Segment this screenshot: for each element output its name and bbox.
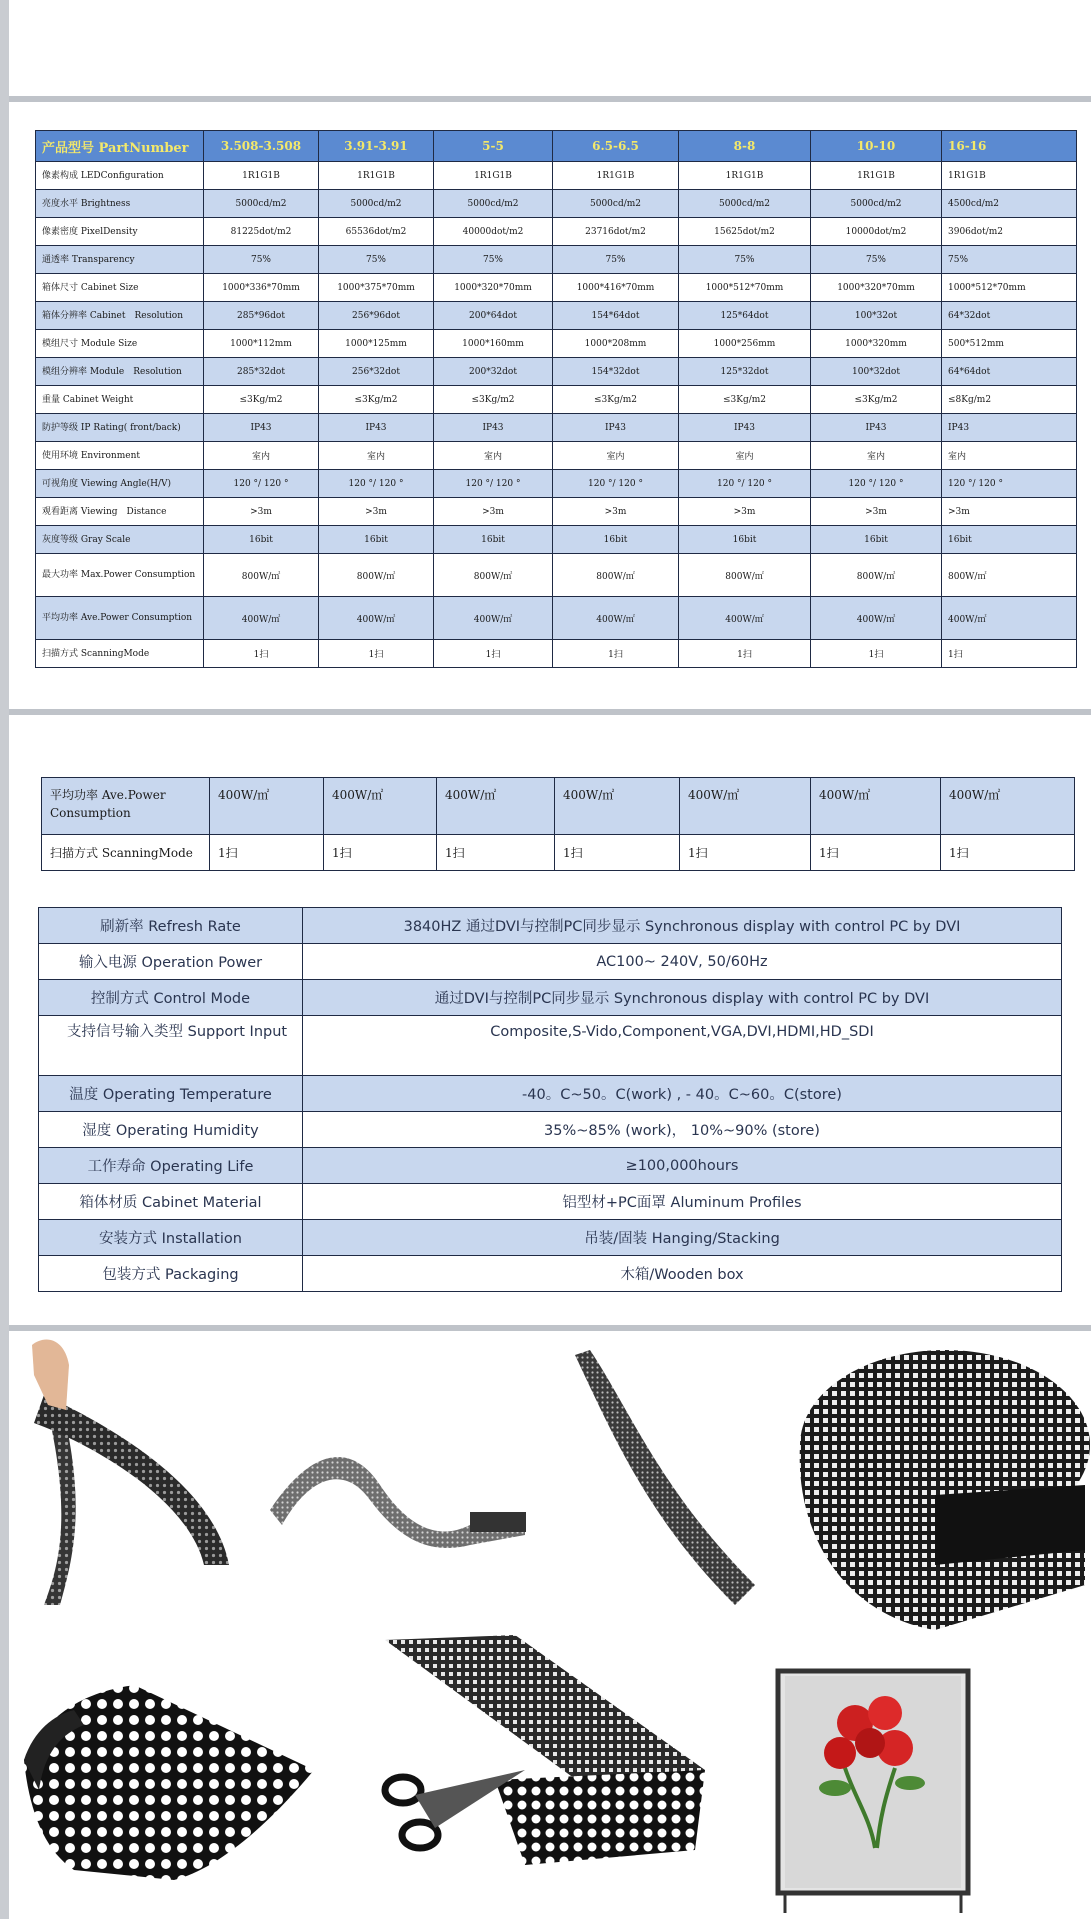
spec-value-cell: 400W/㎡ [204,597,319,640]
zoom-value-cell: 1扫 [555,835,680,871]
spec-value-cell: 15625dot/m2 [679,218,811,246]
spec-value-cell: 100*32dot [811,358,942,386]
model-header-cell: 5-5 [434,131,553,162]
zoom-label-cell: 平均功率 Ave.Power Consumption [42,778,210,835]
spec-value-cell: 1000*320*70mm [811,274,942,302]
spec-value-cell: 800W/㎡ [319,554,434,597]
spec-value-cell: 23716dot/m2 [553,218,679,246]
zoom-row [42,778,1075,835]
spec-value-cell: 75% [319,246,434,274]
spec-label-cell [36,246,204,274]
spec-value-cell: 5000cd/m2 [811,190,942,218]
spec-value-cell: 1000*416*70mm [553,274,679,302]
general-row [39,1016,1062,1076]
spec-value-cell: 室内 [942,442,1077,470]
spec-row [36,386,1077,414]
wave-film-photo [270,1430,530,1550]
spec-value-cell: 1扫 [811,640,942,668]
spec-value-cell: 1扫 [679,640,811,668]
spec-row [36,190,1077,218]
spec-value-cell: 400W/㎡ [679,597,811,640]
spec-value-cell: 75% [679,246,811,274]
zoom-value-cell: 400W/㎡ [324,778,437,835]
spec-value-cell: 16bit [942,526,1077,554]
spec-label-text: 防护等级 IP Rating( front/back) [42,422,181,433]
spec-value-cell: 1扫 [434,640,553,668]
spec-label-text: 像素密度 PixelDensity [42,226,138,237]
spec-value-cell: 1扫 [553,640,679,668]
section-divider [9,709,1091,715]
spec-row [36,640,1077,668]
zoom-value-cell: 1扫 [941,835,1075,871]
spec-value-cell: 120 °/ 120 ° [942,470,1077,498]
spec-value-cell: 1000*320mm [811,330,942,358]
spec-value-cell: 室内 [553,442,679,470]
spec-value-cell: 1扫 [204,640,319,668]
spec-value-cell: 120 °/ 120 ° [204,470,319,498]
general-value-cell: Composite,S-Vido,Component,VGA,DVI,HDMI,HD_SDI [303,1016,1062,1076]
general-spec-table [38,907,1062,1292]
general-row [39,980,1062,1016]
spec-value-cell: 400W/㎡ [811,597,942,640]
model-header-cell: 8-8 [679,131,811,162]
spec-label-text: 模组分辨率 Module Resolution [42,366,182,377]
zoom-value-cell: 400W/㎡ [811,778,941,835]
spec-value-cell: 室内 [679,442,811,470]
spec-value-cell: IP43 [319,414,434,442]
spec-value-cell: 3906dot/m2 [942,218,1077,246]
spec-value-cell: ≤3Kg/m2 [319,386,434,414]
spec-label-cell [36,597,204,640]
spec-label-cell [36,162,204,190]
spec-value-cell: 16bit [811,526,942,554]
spec-value-cell: 室内 [204,442,319,470]
general-value-cell: 通过DVI与控制PC同步显示 Synchronous display with control PC by DVI [303,980,1062,1016]
zoom-value-cell: 400W/㎡ [210,778,324,835]
falling-strip-photo [560,1350,760,1610]
spec-value-cell: 1R1G1B [679,162,811,190]
spec-row [36,330,1077,358]
spec-value-cell: 256*96dot [319,302,434,330]
general-value-cell: 铝型材+PC面罩 Aluminum Profiles [303,1184,1062,1220]
spec-value-cell: 4500cd/m2 [942,190,1077,218]
spec-value-cell: 40000dot/m2 [434,218,553,246]
spec-value-cell: 75% [553,246,679,274]
spec-value-cell: 1000*336*70mm [204,274,319,302]
spec-label-text: 箱体分辨率 Cabinet Resolution [42,310,184,321]
spec-row [36,162,1077,190]
section-divider [9,1325,1091,1331]
spec-row [36,358,1077,386]
spec-value-cell: 16bit [204,526,319,554]
spec-value-cell: 400W/㎡ [553,597,679,640]
spec-value-cell: 200*32dot [434,358,553,386]
general-label-cell: 控制方式 Control Mode [39,980,303,1016]
zoom-value-cell: 400W/㎡ [680,778,811,835]
spec-value-cell: 室内 [434,442,553,470]
spec-value-cell: 800W/㎡ [553,554,679,597]
general-label-cell: 刷新率 Refresh Rate [39,908,303,944]
model-header-cell: 16-16 [942,131,1077,162]
general-row [39,1148,1062,1184]
general-label-cell: 湿度 Operating Humidity [39,1112,303,1148]
spec-value-cell: 16bit [553,526,679,554]
spec-value-cell: 81225dot/m2 [204,218,319,246]
model-header-cell: 3.91-3.91 [319,131,434,162]
spec-value-cell: IP43 [434,414,553,442]
spec-label-text: 像素构成 LEDConfiguration [42,170,164,181]
zoom-value-cell: 400W/㎡ [941,778,1075,835]
general-row [39,1220,1062,1256]
spec-value-cell: 75% [942,246,1077,274]
spec-value-cell: 1R1G1B [319,162,434,190]
spec-value-cell: IP43 [553,414,679,442]
spec-label-cell [36,330,204,358]
spec-value-cell: 800W/㎡ [942,554,1077,597]
spec-value-cell: 1000*256mm [679,330,811,358]
spec-value-cell: 400W/㎡ [319,597,434,640]
spec-value-cell: 室内 [319,442,434,470]
spec-value-cell: >3m [942,498,1077,526]
general-label-cell: 支持信号输入类型 Support Input [39,1016,303,1076]
spec-label-text: 平均功率 Ave.Power Consumption [42,613,193,623]
spec-label-text: 通透率 Transparency [42,254,135,265]
zoom-value-cell: 1扫 [324,835,437,871]
spec-label-cell [36,218,204,246]
spec-row [36,554,1077,597]
spec-value-cell: IP43 [204,414,319,442]
spec-row [36,302,1077,330]
general-value-cell: 35%~85% (work)， 10%~90% (store) [303,1112,1062,1148]
spec-value-cell: 5000cd/m2 [679,190,811,218]
spec-label-text: 最大功率 Max.Power Consumption [42,570,196,580]
spec-value-cell: >3m [553,498,679,526]
spec-label-cell [36,386,204,414]
spec-label-cell [36,640,204,668]
spec-value-cell: 100*32ot [811,302,942,330]
spec-row [36,218,1077,246]
general-value-cell: 吊装/固装 Hanging/Stacking [303,1220,1062,1256]
zoom-value-cell: 1扫 [811,835,941,871]
spec-value-cell: 1R1G1B [811,162,942,190]
spec-value-cell: 285*32dot [204,358,319,386]
spec-value-cell: 16bit [319,526,434,554]
part-number-label: 产品型号 PartNumber [36,131,204,162]
spec-value-cell: IP43 [811,414,942,442]
spec-value-cell: IP43 [679,414,811,442]
spec-label-cell [36,442,204,470]
spec-label-cell [36,470,204,498]
spec-value-cell: 1R1G1B [434,162,553,190]
general-label-cell: 工作寿命 Operating Life [39,1148,303,1184]
spec-value-cell: 400W/㎡ [942,597,1077,640]
section-divider [9,96,1091,102]
spec-value-cell: 125*64dot [679,302,811,330]
spec-value-cell: 120 °/ 120 ° [319,470,434,498]
spec-value-cell: 65536dot/m2 [319,218,434,246]
spec-value-cell: 1扫 [319,640,434,668]
spec-row [36,442,1077,470]
general-label-cell: 包装方式 Packaging [39,1256,303,1292]
spec-label-text: 灰度等级 Gray Scale [42,534,131,545]
model-header-cell: 6.5-6.5 [553,131,679,162]
spec-value-cell: 75% [204,246,319,274]
general-label-cell: 温度 Operating Temperature [39,1076,303,1112]
rolled-mesh-photo [785,1335,1090,1635]
spec-value-cell: 800W/㎡ [811,554,942,597]
mesh-corner-photo [14,1680,314,1880]
general-row [39,1184,1062,1220]
spec-row [36,498,1077,526]
spec-value-cell: 1R1G1B [553,162,679,190]
spec-value-cell: 800W/㎡ [679,554,811,597]
spec-value-cell: 800W/㎡ [204,554,319,597]
spec-label-cell [36,302,204,330]
spec-value-cell: ≤3Kg/m2 [679,386,811,414]
spec-value-cell: ≤8Kg/m2 [942,386,1077,414]
spec-value-cell: 1000*320*70mm [434,274,553,302]
zoom-value-cell: 1扫 [437,835,555,871]
spec-value-cell: 154*64dot [553,302,679,330]
spec-label-text: 观看距离 Viewing Distance [42,506,167,517]
spec-value-cell: 75% [434,246,553,274]
zoom-label-cell: 扫描方式 ScanningMode [42,835,210,871]
spec-value-cell: 1000*125mm [319,330,434,358]
general-value-cell: ≥100,000hours [303,1148,1062,1184]
spec-value-cell: 120 °/ 120 ° [434,470,553,498]
spec-label-text: 模组尺寸 Module Size [42,338,138,349]
spec-value-cell: 1R1G1B [204,162,319,190]
spec-value-cell: >3m [204,498,319,526]
spec-value-cell: >3m [434,498,553,526]
spec-value-cell: >3m [319,498,434,526]
general-value-cell: AC100~ 240V, 50/60Hz [303,944,1062,980]
zoom-value-cell: 1扫 [680,835,811,871]
general-label-cell: 箱体材质 Cabinet Material [39,1184,303,1220]
spec-value-cell: 1R1G1B [942,162,1077,190]
zoom-value-cell: 400W/㎡ [555,778,680,835]
spec-value-cell: 120 °/ 120 ° [553,470,679,498]
spec-value-cell: 64*64dot [942,358,1077,386]
spec-value-cell: 1000*512*70mm [679,274,811,302]
spec-value-cell: 1000*160mm [434,330,553,358]
spec-label-text: 箱体尺寸 Cabinet Size [42,282,139,293]
curved-strip-photo [14,1335,244,1605]
general-value-cell: 木箱/Wooden box [303,1256,1062,1292]
framed-rose-display-photo [775,1668,975,1913]
spec-value-cell: 5000cd/m2 [319,190,434,218]
spec-value-cell: 120 °/ 120 ° [679,470,811,498]
spec-row [36,526,1077,554]
spec-value-cell: >3m [679,498,811,526]
spec-label-text: 扫描方式 ScanningMode [42,648,150,659]
spec-value-cell: 16bit [679,526,811,554]
spec-value-cell: IP43 [942,414,1077,442]
spec-label-cell [36,414,204,442]
spec-label-cell [36,274,204,302]
model-header-cell: 3.508-3.508 [204,131,319,162]
spec-label-cell [36,526,204,554]
spec-value-cell: 200*64dot [434,302,553,330]
spec-value-cell: 1扫 [942,640,1077,668]
spec-label-text: 使用环境 Environment [42,450,140,461]
spec-value-cell: >3m [811,498,942,526]
general-label-cell: 安装方式 Installation [39,1220,303,1256]
spec-value-cell: 室内 [811,442,942,470]
general-row [39,944,1062,980]
spec-value-cell: 10000dot/m2 [811,218,942,246]
spec-value-cell: 800W/㎡ [434,554,553,597]
spec-value-cell: ≤3Kg/m2 [204,386,319,414]
spec-header-row [36,131,1077,162]
general-row [39,1076,1062,1112]
zoom-value-cell: 1扫 [210,835,324,871]
model-header-cell: 10-10 [811,131,942,162]
spec-label-cell [36,498,204,526]
spec-value-cell: 154*32dot [553,358,679,386]
spec-label-cell [36,190,204,218]
spec-label-cell [36,554,204,597]
general-label-cell: 输入电源 Operation Power [39,944,303,980]
spec-value-cell: 400W/㎡ [434,597,553,640]
spec-label-text: 亮度水平 Brightness [42,198,131,209]
spec-value-cell: ≤3Kg/m2 [811,386,942,414]
spec-value-cell: 1000*208mm [553,330,679,358]
spec-row [36,470,1077,498]
zoom-value-cell: 400W/㎡ [437,778,555,835]
spec-label-text: 重量 Cabinet Weight [42,394,134,405]
spec-value-cell: 5000cd/m2 [553,190,679,218]
spec-value-cell: 1000*112mm [204,330,319,358]
general-row [39,908,1062,944]
spec-value-cell: 75% [811,246,942,274]
spec-table [35,130,1077,668]
spec-value-cell: 125*32dot [679,358,811,386]
spec-value-cell: 120 °/ 120 ° [811,470,942,498]
spec-value-cell: 285*96dot [204,302,319,330]
zoom-row [42,835,1075,871]
spec-value-cell: 1000*375*70mm [319,274,434,302]
spec-row [36,274,1077,302]
general-value-cell: -40。C~50。C(work) , - 40。C~60。C(store) [303,1076,1062,1112]
spec-row [36,246,1077,274]
spec-label-cell [36,358,204,386]
left-edge-bar [0,0,9,1919]
spec-value-cell: 1000*512*70mm [942,274,1077,302]
spec-row [36,597,1077,640]
spec-value-cell: 256*32dot [319,358,434,386]
spec-value-cell: 5000cd/m2 [204,190,319,218]
spec-label-text: 可视角度 Viewing Angle(H/V) [42,478,172,489]
spec-value-cell: ≤3Kg/m2 [434,386,553,414]
spec-row [36,414,1077,442]
scissors-cut-photo [375,1630,715,1870]
spec-value-cell: 16bit [434,526,553,554]
spec-value-cell: ≤3Kg/m2 [553,386,679,414]
spec-value-cell: 500*512mm [942,330,1077,358]
general-value-cell: 3840HZ 通过DVI与控制PC同步显示 Synchronous display with control PC by DVI [303,908,1062,944]
power-scan-table [41,777,1075,871]
spec-value-cell: 64*32dot [942,302,1077,330]
spec-value-cell: 5000cd/m2 [434,190,553,218]
general-row [39,1112,1062,1148]
general-row [39,1256,1062,1292]
